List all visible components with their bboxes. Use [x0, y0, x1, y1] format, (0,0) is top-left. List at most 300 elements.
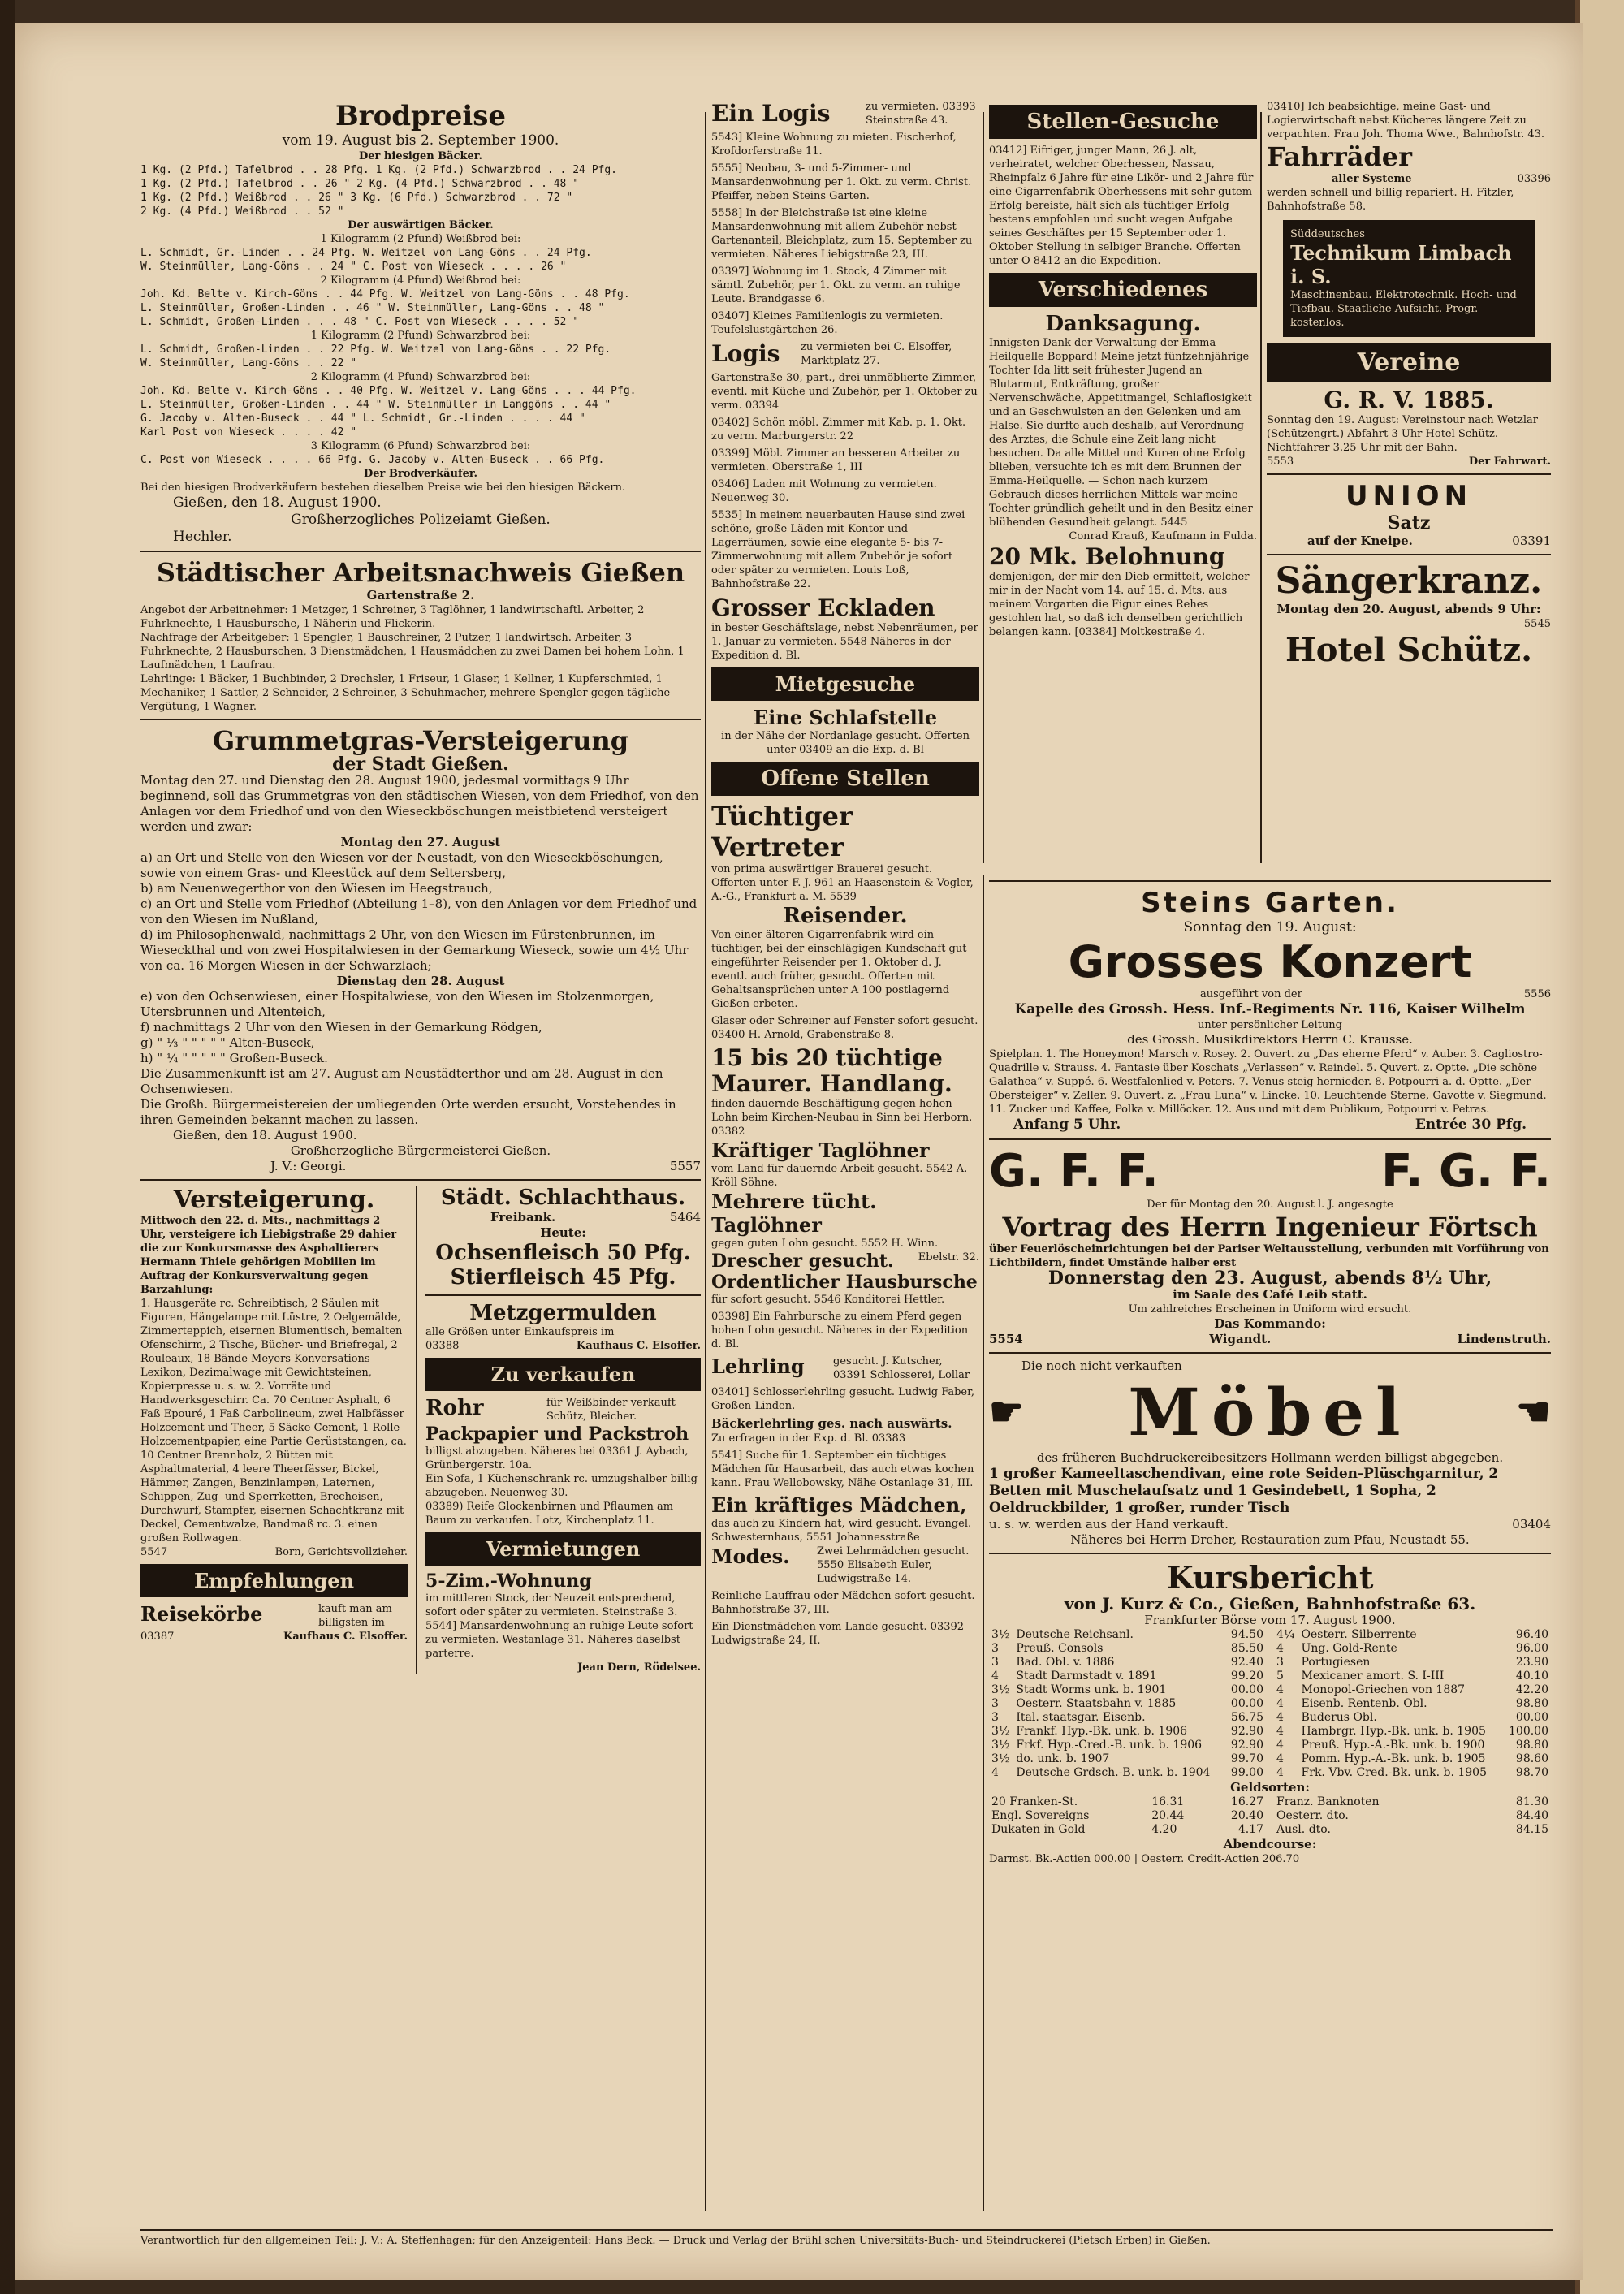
kurs-cell: 4.20 — [1151, 1823, 1177, 1836]
kurs-row — [1274, 1725, 1551, 1739]
kurs-table-right — [1274, 1628, 1551, 1780]
steins-leitung: unter persönlicher Leitung — [1198, 1019, 1342, 1031]
kurs-cell: Stadt Darmstadt v. 1891 — [1016, 1670, 1157, 1683]
grummet-subtitle: der Stadt Gießen. — [332, 754, 509, 775]
garten-ad: Gartenstraße 30, part., drei unmöblierte Zimmer, eventl. mit Küche und Zubehör, per 1. Oktober zu verm. 03394 — [711, 372, 978, 412]
grummet-date: Gießen, den 18. August 1900. — [173, 1128, 357, 1143]
brodpreise-period: vom 19. August bis 2. September 1900. — [282, 132, 559, 149]
metzgermulden-text: alle Größen unter Einkaufspreis im — [425, 1326, 615, 1338]
kurs-cell: 4 — [1276, 1725, 1284, 1738]
kurs-cell: 4 — [1276, 1683, 1284, 1696]
hausbursche-text: für sofort gesucht. 5546 Konditorei Hettler. — [711, 1294, 945, 1306]
kneipe-text: auf der Kneipe. — [1307, 534, 1413, 548]
grummet-meeting: Die Zusammenkunft ist am 27. August am Neustädterthor und am 28. August in den Ochsenwiesen. — [140, 1066, 663, 1096]
arbeitsnachweis-nachfrage: Nachfrage der Arbeitgeber: 1 Spengler, 1 Bauschreiner, 2 Putzer, 1 landwirtsch. Arbeiter, 3 Fuhrknechte, 2 Hausburschen, 3 Dienstmädchen, 1 Hausmädchen zu zwei Damen bei hohem Lohn, 1 Laufmädchen, 1 Laufrau. — [140, 632, 685, 672]
divider — [140, 719, 701, 720]
kleine-wohnung-ad: 5543] Kleine Wohnung zu mieten. Fischerhof, Krofdorferstraße 11. — [711, 132, 957, 158]
empfehlungen-shop: Kaufhaus C. Elsoffer. — [283, 1631, 408, 1643]
grv-signature: Der Fahrwart. — [1468, 456, 1551, 468]
kurs-cell: 99.20 — [1230, 1670, 1263, 1683]
kurs-row — [1274, 1697, 1551, 1711]
kg1-schwarz-heading: 1 Kilogramm (2 Pfund) Schwarzbrod bei: — [310, 330, 531, 342]
kurs-cell: 98.80 — [1515, 1739, 1548, 1752]
steins-konzert: Grosses Konzert — [1068, 936, 1472, 987]
steins-performed: ausgeführt von der — [1200, 988, 1302, 1000]
logis2-text: zu vermieten bei C. Elsoffer, Marktplatz 27. — [801, 341, 952, 367]
kurs-cell: 3½ — [991, 1628, 1010, 1641]
kurs-cell: 3½ — [991, 1683, 1010, 1696]
pointing-hand-right-icon: ☛ — [989, 1389, 1025, 1435]
kurs-row — [1274, 1628, 1551, 1642]
familienlogis-ad: 03407] Kleines Familienlogis zu vermieten. Teufelslustgärtchen 26. — [711, 310, 944, 336]
moebel-top: Die noch nicht verkauften — [1021, 1359, 1182, 1373]
stelle-ad: 03412] Eifriger, junger Mann, 26 J. alt, verheiratet, welcher Oberhessen, Nassau, Rheinpfalz 6 Jahre für eine Likör- und 2 Jahre für eine Cigarrenfabrik Oberhessens mit sehr gutem Erfolg bereiste, hält sich als tüchtiger Erfolg bestens empfohlen und sucht wegen Aufgabe seines Geschäftes per 15 September oder 1. Oktober Stellung in selbiger Branche. Offerten unter O 8412 an die Expedition. — [989, 145, 1254, 267]
flat-title: 5-Zim.-Wohnung — [425, 1570, 592, 1592]
kurs-cell: 4 — [1276, 1752, 1284, 1765]
logis1-title: Ein Logis — [711, 100, 831, 127]
kurs-cell: 20.44 — [1151, 1809, 1185, 1822]
geld-table-left — [989, 1795, 1266, 1837]
price-row: L. Schmidt, Großen-Linden . . 22 Pfg. W. Weitzel von Lang-Göns . . 22 Pfg. — [140, 343, 611, 356]
kurs-row — [989, 1711, 1266, 1725]
kurs-cell: 3½ — [991, 1752, 1010, 1765]
divider — [140, 1179, 701, 1181]
kurs-row — [989, 1725, 1266, 1739]
kurs-cell: 84.15 — [1515, 1823, 1548, 1836]
grummet-signature: J. V.: Georgi. — [270, 1159, 347, 1173]
kurs-cell: Pomm. Hyp.-A.-Bk. unk. b. 1905 — [1301, 1752, 1486, 1765]
grummet-note: Die Großh. Bürgermeistereien der umliegenden Orte werden ersucht, Vorstehendes in ihren Gemeinden bekannt machen zu lassen. — [140, 1097, 676, 1127]
price-row: Karl Post von Wieseck . . . . 42 " — [140, 426, 357, 438]
gff-line1: Der für Montag den 20. August l. J. angesagte — [1147, 1199, 1393, 1211]
col1-right-ads — [425, 1186, 701, 1674]
divider — [989, 1553, 1551, 1554]
column-rule — [1260, 112, 1262, 863]
kurs-cell: 5 — [1276, 1670, 1284, 1683]
rohr-text: für Weißbinder verkauft Schütz, Bleicher. — [546, 1397, 676, 1423]
divider — [989, 880, 1551, 882]
local-bakers-heading: Der hiesigen Bäcker. — [359, 150, 482, 162]
metzgermulden-title: Metzgermulden — [469, 1301, 657, 1325]
grummet-section — [140, 725, 701, 1174]
ad-number: 03388 — [425, 1340, 460, 1352]
drescher-ad — [711, 1251, 979, 1272]
ad-number: 5547 — [140, 1546, 168, 1558]
gff-left: G. F. F. — [989, 1145, 1159, 1198]
kurs-cell: Ung. Gold-Rente — [1301, 1642, 1397, 1655]
ad-number: 03404 — [1512, 1517, 1551, 1531]
divider — [989, 1352, 1551, 1354]
tagloehner-text: vom Land für dauernde Arbeit gesucht. 5542 A. Kröll Söhne. — [711, 1163, 968, 1189]
imprint-footer: Verantwortlich für den allgemeinen Teil: J. V.: A. Steffenhagen; für den Anzeigenteil: Hans Beck. — Druck und Verlag der Brühl'schen Universitäts-Buch- und Steindruckerei (Pietsch Erben) in Gießen. — [140, 2229, 1553, 2248]
modes-text: Zwei Lehrmädchen gesucht. 5550 Elisabeth Euler, Ludwigstraße 14. — [817, 1545, 970, 1585]
kurs-cell: 3½ — [991, 1725, 1010, 1738]
technikum-text: Maschinenbau. Elektrotechnik. Hoch- und Tiefbau. Staatliche Aufsicht. Progr. kostenlos. — [1290, 289, 1517, 329]
versteigerung-section — [140, 1186, 408, 1674]
kurs-cell: Oesterr. Staatsbahn v. 1885 — [1016, 1697, 1177, 1710]
kurs-cell: Frkf. Hyp.-Cred.-B. unk. b. 1906 — [1016, 1739, 1203, 1752]
kurs-tables — [989, 1628, 1551, 1780]
kurs-cell: 16.27 — [1230, 1795, 1263, 1808]
kurs-cell: Mexicaner amort. S. I-III — [1301, 1670, 1445, 1683]
arbeitsnachweis-address: Gartenstraße 2. — [366, 588, 475, 603]
lehrling-text: gesucht. J. Kutscher, 03391 Schlosserei, Lollar — [833, 1355, 970, 1381]
grummet-title: Grummetgras-Versteigerung — [212, 725, 629, 756]
hausbursche-title: Ordentlicher Hausbursche — [711, 1272, 978, 1293]
binding-edge — [0, 0, 15, 2294]
stellen-gesuche-header: Stellen-Gesuche — [989, 105, 1257, 139]
vereine-header: Vereine — [1267, 343, 1551, 382]
price-row: W. Steinmüller, Lang-Göns . . 22 " — [140, 357, 357, 369]
kurs-cell: 4 — [991, 1670, 999, 1683]
modes-ad — [711, 1544, 979, 1586]
kurs-cell: 85.50 — [1230, 1642, 1263, 1655]
price-row: G. Jacoby v. Alten-Buseck . . 44 " L. Schmidt, Gr.-Linden . . . . 44 " — [140, 413, 585, 425]
kurs-cell: Oesterr. dto. — [1276, 1809, 1349, 1822]
versteigerung-footer — [140, 1545, 408, 1559]
grv-title: G. R. V. 1885. — [1324, 387, 1494, 413]
kurs-cell: Hambrgr. Hyp.-Bk. unk. b. 1905 — [1301, 1725, 1486, 1738]
technikum-ad — [1283, 220, 1535, 337]
drescher-title: Drescher gesucht. — [711, 1251, 894, 1272]
kneipe-row — [1267, 534, 1551, 549]
bottom-right-section — [989, 875, 1551, 2215]
moebel-title-row — [989, 1374, 1551, 1450]
union-title: UNION — [1345, 480, 1473, 512]
kurs-cell: 4 — [1276, 1697, 1284, 1710]
steins-footer — [989, 1117, 1551, 1134]
pointing-hand-left-icon: ☚ — [1515, 1389, 1551, 1435]
modes-title: Modes. — [711, 1544, 790, 1568]
arbeitsnachweis-angebot: Angebot der Arbeitnehmer: 1 Metzger, 1 Schreiner, 3 Taglöhner, 1 landwirtschaftl. Arbeiter, 2 Fuhrknechte, 1 Hausbursche, 1 Näherin und Flickerin. — [140, 604, 645, 630]
schlafstelle-title: Eine Schlafstelle — [753, 706, 938, 729]
empfehlungen-ad — [140, 1602, 408, 1630]
outside-bakers-heading: Der auswärtigen Bäcker. — [348, 219, 494, 231]
dank-title: Danksagung. — [1045, 312, 1201, 336]
empfehlungen-header: Empfehlungen — [140, 1564, 408, 1597]
kurs-cell: Ital. staatsgar. Eisenb. — [1016, 1711, 1146, 1724]
tagloehner-title: Kräftiger Taglöhner — [711, 1138, 930, 1162]
grummet-item: c) an Ort und Stelle vom Friedhof (Abteilung 1–8), von den Anlagen vor dem Friedhof und von den Wiesen im Nußland, — [140, 896, 698, 927]
kurs-row — [989, 1642, 1266, 1656]
steins-title: Steins Garten. — [1141, 887, 1399, 919]
mansard-ad: 5544] Mansardenwohnung an ruhige Leute sofort zu vermieten. Westanlage 31. Näheres daselbst parterre. — [425, 1620, 693, 1660]
grummet-item: a) an Ort und Stelle von den Wiesen vor der Neustadt, von den Wieseckböschungen, sowie von einem Gras- und Kleestück auf dem Seltersberg, — [140, 850, 663, 880]
kurs-firm: von J. Kurz & Co., Gießen, Bahnhofstraße 63. — [1064, 1594, 1476, 1614]
kurs-cell: 99.00 — [1230, 1766, 1263, 1779]
kg3-schwarz-list — [140, 453, 701, 467]
sellers-heading: Der Brodverkäufer. — [363, 468, 478, 480]
gff-right: F. G. F. — [1381, 1145, 1551, 1198]
fahrbursche-ad: 03398] Ein Fahrbursche zu einem Pferd gegen hohen Lohn gesucht. Näheres in der Expedition d. Bl. — [711, 1311, 969, 1350]
kurs-row — [1274, 1642, 1551, 1656]
metzgermulden-footer — [425, 1339, 701, 1353]
brodpreise-signature: Hechler. — [173, 529, 232, 545]
kurs-cell: 94.50 — [1230, 1628, 1263, 1641]
kurs-row — [989, 1670, 1266, 1683]
zimmer-ad: 03402] Schön möbl. Zimmer mit Kab. p. 1. Okt. zu verm. Marburgerstr. 22 — [711, 417, 966, 443]
neubau-ad: 5555] Neubau, 3- und 5-Zimmer- und Mansardenwohnung per 1. Okt. zu verm. Christ. Pfeiffer, neben Steins Garten. — [711, 162, 972, 202]
price-row: 1 Kg. (2 Pfd.) Tafelbrod . . 28 Pfg. 1 Kg. (2 Pfd.) Schwarzbrod . . 24 Pfg. — [140, 164, 617, 176]
geld-title: Geldsorten: — [1230, 1780, 1310, 1795]
divider — [140, 551, 701, 552]
ad-number: 5557 — [669, 1159, 701, 1173]
grummet-day2: Dienstag den 28. August — [336, 974, 505, 988]
reisender-text: Von einer älteren Cigarrenfabrik wird ein tüchtiger, bei der einschlägigen Kundschaft gut eingeführter Reisender per 1. Oktober d. J. eventl. auch früher, gesucht. Offerten mit Gehaltsansprüchen unter A 100 postlagernd Gießen erbeten. — [711, 929, 967, 1010]
gff-uniform: Um zahlreiches Erscheinen in Uniform wird ersucht. — [1128, 1303, 1412, 1315]
fahrraeder-text: werden schnell und billig repariert. H. Fitzler, Bahnhofstraße 58. — [1267, 187, 1514, 213]
kurs-row — [989, 1823, 1266, 1837]
kurs-cell: 92.90 — [1230, 1725, 1263, 1738]
kurs-cell: 84.40 — [1515, 1809, 1548, 1822]
column-1 — [140, 100, 701, 2215]
kg1-weiss-heading: 1 Kilogramm (2 Pfund) Weißbrod bei: — [320, 233, 521, 245]
maedchen-ad: 5541] Suche für 1. September ein tüchtiges Mädchen für Hausarbeit, das auch etwas kochen kann. Frau Wellobowsky, Nähe Ostanlage 31, III. — [711, 1449, 974, 1489]
steins-program: Spielplan. 1. The Honeymon! Marsch v. Rosey. 2. Ouvert. zu „Das eherne Pferd“ v. Auber. 3. Cagliostro-Quadrille v. Strauss. 4. Fantasie über Koschats „Verlassen“ v. Reindel. 5. Quvert. z. Optte. „Die schöne Galathea“ v. Suppé. 6. Westfalenlied v. Peters. 7. Venus steig hernieder. 8. Potpourri a. d. Optte. „Der Obersteiger“ v. Zeller. 9. Ouvert. z. „Frau Luna“ v. Lincke. 10. Leuchtende Sterne, Gavotte v. Siegmund. 11. Zucker und Kaffee, Polka v. Millöcker. 12. Aus und mit dem Publikum, Potpourri v. Petras. — [989, 1048, 1547, 1116]
eckladen-text: in bester Geschäftslage, nebst Nebenräumen, per 1. Januar zu vermieten. 5548 Näheres in der Expedition d. Bl. — [711, 622, 978, 662]
geld-tables — [989, 1795, 1551, 1837]
kurs-row — [989, 1683, 1266, 1697]
kurs-cell: Deutsche Grdsch.-B. unk. b. 1904 — [1016, 1766, 1211, 1779]
column-rule — [983, 112, 984, 863]
kurs-cell: 3 — [991, 1697, 999, 1710]
kurs-row — [989, 1752, 1266, 1766]
schlachthaus-title: Städt. Schlachthaus. — [440, 1186, 686, 1210]
divider — [416, 1186, 417, 1674]
gloeckner-ad: 03389) Reife Glockenbirnen und Pflaumen am Baum zu verkaufen. Lotz, Kirchenplatz 11. — [425, 1501, 674, 1527]
kurs-row — [1274, 1683, 1551, 1697]
sofa-ad: Ein Sofa, 1 Küchenschrank rc. umzugshalber billig abzugeben. Neuenweg 30. — [425, 1473, 698, 1499]
kurs-cell: 4.17 — [1237, 1823, 1263, 1836]
schlachthaus-item: Ochsenfleisch 50 Pfg. — [435, 1241, 691, 1265]
kursbericht — [989, 1559, 1551, 1866]
mehrere-title: Mehrere tücht. Taglöhner — [711, 1190, 877, 1237]
kurs-cell: 98.80 — [1515, 1697, 1548, 1710]
ad-number: 5556 — [1523, 988, 1551, 1000]
neuerbaut-ad: 5535] In meinem neuerbauten Hause sind zwei schöne, große Läden mit Kontor und Lagerräumen, sowie eine elegante 5- bis 7-Zimmerwohnung mit allem Zubehör je sofort oder später zu vermieten. Louis Loß, Bahnhofstraße 22. — [711, 509, 965, 590]
sellers-text: Bei den hiesigen Brodverkäufern bestehen dieselben Preise wie bei den hiesigen Bäckern. — [140, 482, 626, 494]
kurs-row — [1274, 1766, 1551, 1780]
rohr-ad — [425, 1396, 701, 1423]
column-1-bottom — [140, 1186, 701, 1674]
kurs-row — [1274, 1795, 1551, 1809]
reisender-title: Reisender. — [783, 904, 908, 928]
arbeitsnachweis-section — [140, 557, 701, 714]
baecker-text: Zu erfragen in der Exp. d. Bl. 03383 — [711, 1432, 906, 1445]
maurer-text: finden dauernde Beschäftigung gegen hohen Lohn beim Kirchen-Neubau in Sinn bei Herborn. 03382 — [711, 1098, 973, 1138]
moebl-ad: 03399] Möbl. Zimmer an besseren Arbeiter zu vermieten. Oberstraße 1, III — [711, 447, 961, 473]
ad-number: 03387 — [140, 1631, 175, 1643]
kurs-row — [1274, 1711, 1551, 1725]
ad-number: 5545 — [1523, 618, 1551, 630]
kurs-cell: 56.75 — [1230, 1711, 1263, 1724]
lehrling-ad — [711, 1354, 979, 1382]
wohnung-ad: 03397] Wohnung im 1. Stock, 4 Zimmer mit sämtl. Zubehör, per 1. Okt. zu verm. an ruhige Leute. Brandgasse 6. — [711, 266, 961, 305]
kurs-cell: 98.70 — [1515, 1766, 1548, 1779]
grv-footer — [1267, 455, 1551, 469]
kurs-cell: 96.00 — [1515, 1642, 1548, 1655]
gff-topic: über Feuerlöscheinrichtungen bei der Pariser Weltausstellung, verbunden mit Vorführung von Lichtbildern, findet Umstände halber erst — [989, 1243, 1549, 1269]
steins-director: des Grossh. Musikdirektors Herrn C. Krausse. — [1127, 1032, 1413, 1047]
moebel-info: Näheres bei Herrn Dreher, Restauration zum Pfau, Neustadt 55. — [1070, 1532, 1470, 1547]
logierwirtschaft-ad: 03410] Ich beabsichtige, meine Gast- und Logierwirtschaft nebst Kücheres längere Zeit zu verpachten. Frau Joh. Thoma Wwe., Bahnhofstr. 43. — [1267, 101, 1545, 140]
gff-vortrag: Vortrag des Herrn Ingenieur Förtsch — [1002, 1212, 1538, 1242]
moebel-line1: des früheren Buchdruckereibesitzers Hollmann werden billigst abgegeben. — [1036, 1450, 1504, 1465]
kurs-row — [1274, 1670, 1551, 1683]
technikum-title: Technikum Limbach i. S. — [1290, 241, 1512, 288]
kurs-cell: Dukaten in Gold — [991, 1823, 1086, 1836]
vertreter-title: Tüchtiger Vertreter — [711, 801, 853, 862]
kurs-cell: Bad. Obl. v. 1886 — [1016, 1656, 1115, 1669]
offene-stellen-header: Offene Stellen — [711, 762, 979, 796]
kurs-cell: 96.40 — [1515, 1628, 1548, 1641]
grummet-authority: Großherzogliche Bürgermeisterei Gießen. — [290, 1143, 551, 1158]
kurs-cell: 40.10 — [1515, 1670, 1548, 1683]
column-2 — [711, 100, 979, 2215]
kurs-cell: 3 — [991, 1656, 999, 1669]
price-row: C. Post von Wieseck . . . . 66 Pfg. G. Jacoby v. Alten-Buseck . . 66 Pfg. — [140, 454, 605, 466]
eckladen-title: Grosser Eckladen — [711, 594, 935, 621]
kurs-row — [1274, 1752, 1551, 1766]
column-3 — [989, 100, 1257, 863]
steins-date: Sonntag den 19. August: — [1183, 919, 1357, 935]
kurs-cell: 92.40 — [1230, 1656, 1263, 1669]
kurs-cell: Monopol-Griechen von 1887 — [1301, 1683, 1466, 1696]
kurs-cell: 42.20 — [1515, 1683, 1548, 1696]
logis1-text: zu vermieten. 03393 Steinstraße 43. — [866, 101, 976, 127]
logis2-title: Logis — [711, 340, 780, 367]
belohnung-title: 20 Mk. Belohnung — [989, 543, 1225, 570]
grummet-intro: Montag den 27. und Dienstag den 28. August 1900, jedesmal vormittags 9 Uhr beginnend, soll das Grummetgras von den städtischen Wiesen, von dem Friedhof, von den Anlagen vor dem Friedhof und von den Wieseckböschungen meistbietend versteigert werden und zwar: — [140, 773, 699, 834]
grummet-item: h) " ¼ " " " " " Großen-Buseck. — [140, 1051, 328, 1065]
metzgermulden-shop: Kaufhaus C. Elsoffer. — [576, 1340, 701, 1352]
dank-text: Innigsten Dank der Verwaltung der Emma-Heilquelle Boppard! Meine jetzt fünfzehnjährige Tochter Ida litt seit frühester Jugend an Blutarmut, Entkräftung, großer Nervenschwäche, Appetitmangel, Schlaflosigkeit und an Geschwulsten an den Gelenken und am Halse. Sie durfte auch deshalb, auf Verordnung des Arztes, die Schule eine Zeit lang nicht besuchen. Da alle Mittel und Kuren ohne Erfolg blieben, versuchte ich es mit dem Brunnen der Emma-Heilquelle. — Schon nach kurzem Gebrauch dieses herrlichen Mittels war meine Tochter gründlich geheilt und in den Besitz einer blühenden Gesundheit gelangt. 5445 — [989, 337, 1253, 529]
kurs-cell: 92.90 — [1230, 1739, 1263, 1752]
mehrere-text: gegen guten Lohn gesucht. 5552 H. Winn. — [711, 1238, 939, 1250]
saenger-text: Montag den 20. August, abends 9 Uhr: — [1276, 602, 1541, 616]
column-rule — [983, 875, 984, 2211]
steins-performed-row — [989, 987, 1551, 1001]
lauffrau-ad: Reinliche Lauffrau oder Mädchen sofort gesucht. Bahnhofstraße 37, III. — [711, 1590, 975, 1616]
kurs-cell: Engl. Sovereigns — [991, 1809, 1090, 1822]
kurs-cell: 4 — [1276, 1739, 1284, 1752]
drescher-text: Ebelstr. 32. — [918, 1251, 979, 1264]
empfehlungen-footer — [140, 1630, 408, 1644]
kurs-cell: 00.00 — [1230, 1697, 1263, 1710]
packpapier-text: billigst abzugeben. Näheres bei 03361 J. Aybach, Grünbergerstr. 10a. — [425, 1445, 689, 1471]
grummet-footer — [140, 1159, 701, 1174]
schlosser-ad: 03401] Schlosserlehrling gesucht. Ludwig Faber, Großen-Linden. — [711, 1386, 975, 1412]
maurer-title: 15 bis 20 tüchtige Maurer. Handlang. — [711, 1044, 952, 1097]
schlachthaus-freibank-row — [425, 1210, 701, 1225]
kurs-row — [1274, 1739, 1551, 1752]
vermietungen-header: Vermietungen — [425, 1532, 701, 1566]
logis1-ad — [711, 100, 979, 127]
kurs-cell: 4 — [991, 1766, 999, 1779]
kurs-row — [1274, 1656, 1551, 1670]
schlafstelle-text: in der Nähe der Nordanlage gesucht. Offerten unter 03409 an die Exp. d. Bl — [721, 730, 970, 756]
price-row: Joh. Kd. Belte v. Kirch-Göns . . 40 Pfg. W. Weitzel v. Lang-Göns . . . 44 Pfg. — [140, 385, 637, 397]
divider — [1267, 554, 1551, 555]
laden-ad: 03406] Laden mit Wohnung zu vermieten. Neuenweg 30. — [711, 478, 937, 504]
dienst-ad: Ein Dienstmädchen vom Lande gesucht. 03392 Ludwigstraße 24, II. — [711, 1621, 965, 1647]
steins-kapelle: Kapelle des Grossh. Hess. Inf.-Regiments Nr. 116, Kaiser Wilhelm — [1014, 1001, 1526, 1017]
kurs-cell: Portugiesen — [1301, 1656, 1371, 1669]
kurs-cell: 81.30 — [1515, 1795, 1548, 1808]
grv-text: Sonntag den 19. August: Vereinstour nach Wetzlar (Schützengrt.) Abfahrt 3 Uhr Hotel Schütz. Nichtfahrer 3.25 Uhr mit der Bahn. — [1267, 414, 1538, 454]
kurs-cell: Frankf. Hyp.-Bk. unk. b. 1906 — [1016, 1725, 1188, 1738]
vermietungen-signature: Jean Dern, Rödelsee. — [577, 1661, 701, 1674]
hotel-title: Hotel Schütz. — [1285, 631, 1533, 669]
kurs-cell: 4 — [1276, 1766, 1284, 1779]
satz-title: Satz — [1387, 512, 1431, 534]
moebel-ad — [989, 1359, 1551, 1548]
kurs-cell: Deutsche Reichsanl. — [1016, 1628, 1134, 1641]
kraeftig-text: das auch zu Kindern hat, wird gesucht. Evangel. Schwesternhaus, 5551 Johannesstraße — [711, 1518, 972, 1544]
price-row: 1 Kg. (2 Pfd.) Tafelbrod . . 26 " 2 Kg. (4 Pfd.) Schwarzbrod . . 48 " — [140, 178, 580, 190]
belohnung-text: demjenigen, der mir den Dieb ermittelt, welcher mir in der Nacht vom 14. auf 15. d. Mts. aus meinem Vorgarten die Figur eines Rehes gestohlen hat, so daß ich denselben gerichtlich belangen kann. [03384] Moltkestraße 4. — [989, 571, 1250, 638]
arbeitsnachweis-lehrlinge: Lehrlinge: 1 Bäcker, 1 Buchbinder, 2 Drechsler, 1 Friseur, 1 Glaser, 1 Kellner, 1 Kupferschmied, 1 Mechaniker, 1 Sattler, 2 Schneider, 2 Schreiner, 3 Schuhmacher, mehrere Spengler gegen tägliche Vergütung, 1 Wagner. — [140, 673, 671, 713]
kg1-weiss-list — [140, 246, 701, 274]
flat-text: im mittleren Stock, der Neuzeit entsprechend, sofort oder später zu vermieten. Steinstraße 3. — [425, 1592, 678, 1618]
ad-number: 5554 — [989, 1332, 1023, 1346]
steins-entree: Entrée 30 Pfg. — [1415, 1117, 1527, 1133]
brodpreise-section — [140, 100, 701, 546]
ad-number: 03396 — [1517, 173, 1551, 185]
zu-verkaufen-header: Zu verkaufen — [425, 1358, 701, 1391]
kurs-cell: Franz. Banknoten — [1276, 1795, 1380, 1808]
divider — [1267, 473, 1551, 475]
gff-when: Donnerstag den 23. August, abends 8½ Uhr, — [1047, 1268, 1492, 1289]
kurs-row — [989, 1628, 1266, 1642]
kurs-cell: 4 — [1276, 1711, 1284, 1724]
kg3-schwarz-heading: 3 Kilogramm (6 Pfund) Schwarzbrod bei: — [310, 440, 531, 452]
ad-number: 03391 — [1512, 534, 1551, 548]
kg2-weiss-list — [140, 287, 701, 329]
kurs-row — [989, 1809, 1266, 1823]
kg2-weiss-heading: 2 Kilogramm (4 Pfund) Weißbrod bei: — [320, 274, 521, 287]
kurs-cell: Stadt Worms unk. b. 1901 — [1016, 1683, 1167, 1696]
fahrraeder-sub: aller Systeme — [1332, 173, 1412, 185]
moebel-tail: u. s. w. werden aus der Hand verkauft. — [989, 1517, 1229, 1531]
versteigerung-signature: Born, Gerichtsvollzieher. — [274, 1546, 408, 1558]
gff-where: im Saale des Café Leib statt. — [1173, 1287, 1367, 1302]
mietgesuche-header: Mietgesuche — [711, 667, 979, 701]
vertreter-text: von prima auswärtiger Brauerei gesucht. Offerten unter F. J. 961 an Haasenstein & Vogler, A.-G., Frankfurt a. M. 5539 — [711, 863, 974, 903]
fahrraeder-sub-row — [1267, 172, 1551, 186]
kurs-cell: 00.00 — [1515, 1711, 1548, 1724]
arbeitsnachweis-title: Städtischer Arbeitsnachweis Gießen — [156, 557, 685, 588]
price-row: L. Schmidt, Großen-Linden . . . 48 " C. Post von Wieseck . . . . 52 " — [140, 316, 580, 328]
kurs-cell: 3½ — [991, 1739, 1010, 1752]
dank-signature: Conrad Krauß, Kaufmann in Fulda. — [1069, 530, 1257, 542]
divider — [989, 1138, 1551, 1140]
grummet-day1: Montag den 27. August — [340, 835, 501, 849]
schlachthaus-freibank: Freibank. — [490, 1210, 556, 1225]
moebel-items: 1 großer Kameeltaschendivan, eine rote Seiden-Plüschgarnitur, 2 Betten mit Muschelaufsatz und 1 Gesindebett, 1 Sopha, 2 Oeldruckbilder, 1 großer, runder Tisch — [989, 1466, 1499, 1516]
kurs-cell: 00.00 — [1230, 1683, 1263, 1696]
price-row: 2 Kg. (4 Pfd.) Weißbrod . . 52 " — [140, 205, 344, 218]
kraeftig-title: Ein kräftiges Mädchen, — [711, 1493, 967, 1517]
kurs-row — [1274, 1823, 1551, 1837]
kurs-cell: 23.90 — [1515, 1656, 1548, 1669]
price-row: 1 Kg. (2 Pfd.) Weißbrod . . 26 " 3 Kg. (6 Pfd.) Schwarzbrod . . 72 " — [140, 192, 573, 204]
lehrling-title: Lehrling — [711, 1354, 805, 1378]
kurs-cell: 100.00 — [1509, 1725, 1548, 1738]
kurs-row — [989, 1656, 1266, 1670]
gff-kommando: Das Kommando: — [1214, 1316, 1326, 1331]
kurs-cell: 4¼ — [1276, 1628, 1295, 1641]
